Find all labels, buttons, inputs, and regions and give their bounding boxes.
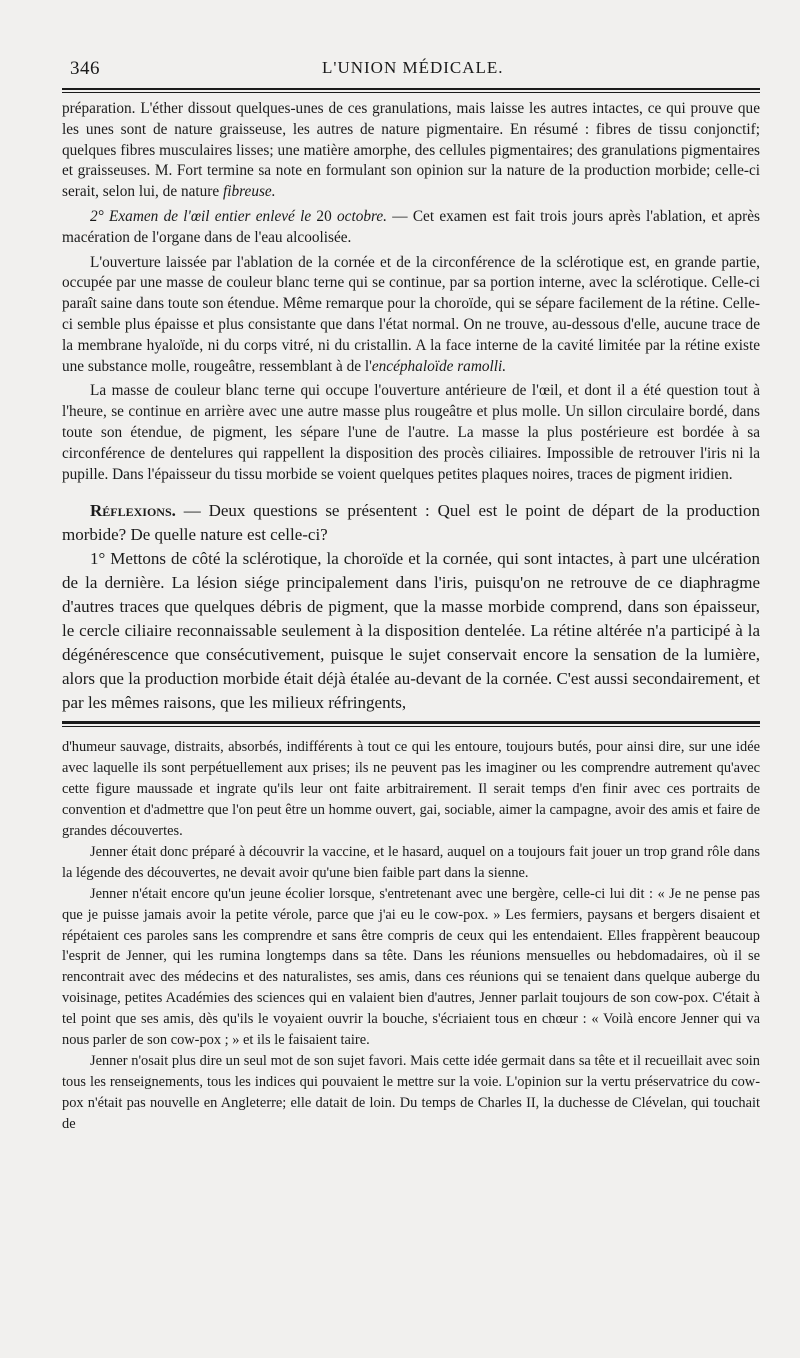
observation-paragraph-1: préparation. L'éther dissout quelques-unes de ces granulations, mais laisse les autres intactes, ce qui prouve que les unes sont de nature graisseuse, les autres de nature pigmentaire. En résumé : fibres de tissu conjonctif; quelques fibres musculaires lisses; une matière amorphe, des cellules pigmentaires; des granulations pigmentaires et graisseuses. M. Fort termine sa note en formulant son opinion sur la nature de la production morbide; celle-ci serait, selon lui, de nature fibreuse.: [62, 100, 760, 201]
header-rule: [62, 88, 760, 93]
observation-paragraph-3: L'ouverture laissée par l'ablation de la cornée et de la circonférence de la sclérotique est, en grande partie, occupée par une masse de couleur blanc terne qui se continue, par sa portion interne, avec la sclérotique. Celle-ci paraît saine dans toute son étendue. Même remarque pour la choroïde, qui se sépare facilement de la rétine. Celle-ci semble plus épaisse et plus consistante que dans l'état normal. On ne trouve, au-dessous d'elle, aucune trace de la membrane hyaloïde, ni du corps vitré, ni du cristallin. A la face interne de la cavité limitée par la rétine existe une substance molle, rougeâtre, ressemblant à de l'encéphaloïde ramolli.: [62, 253, 760, 375]
page-header: [62, 54, 760, 88]
reflexions-paragraph-2: 1° Mettons de côté la sclérotique, la choroïde et la cornée, qui sont intactes, à part une ulcération de la dernière. La lésion siége principalement dans l'iris, puisqu'on ne retrouve de ce diaphragme d'autres traces que quelques débris de pigment, que la masse morbide comprend, dans son épaisseur, le cercle ciliaire reconnaissable seulement à la disposition dentelée. La rétine altérée n'a participé à la dégénérescence que consécutivement, puisque le sujet conservait encore la sensation de la lumière, alors que la production morbide était déjà étalée au-devant de la cornée. C'est aussi secondairement, et par les mêmes raisons, que les milieux réfringents,: [62, 549, 760, 713]
observation-paragraph-2: 2° Examen de l'œil entier enlevé le 20 octobre. — Cet examen est fait trois jours après l'ablation, et après macération de l'organe dans de l'eau alcoolisée.: [62, 207, 760, 246]
observation-section: [62, 99, 760, 485]
reflexions-section: [62, 499, 760, 715]
observation-paragraph-4: La masse de couleur blanc terne qui occupe l'ouverture antérieure de l'œil, et dont il a été question tout à l'heure, se continue en arrière avec une autre masse plus rougeâtre et plus molle. Un sillon circulaire bordé, dans toute son étendue, de pigment, les sépare l'une de l'autre. La masse la plus postérieure est bordée à sa circonférence de dentelures qui rappellent la disposition des procès ciliaires. Impossible de retrouver l'iris ni la pupille. Dans l'épaisseur du tissu morbide se voient quelques petites plaques noires, traces de pigment iridien.: [62, 382, 760, 483]
running-title: L'UNION MÉDICALE.: [322, 58, 504, 77]
feuilleton-divider: [62, 721, 760, 727]
feuilleton-section: [62, 737, 760, 1134]
feuilleton-paragraph-1: d'humeur sauvage, distraits, absorbés, indifférents à tout ce qui les entoure, toujours butés, pour ainsi dire, sur une idée avec laquelle ils sont perpétuellement aux prises; ils ne peuvent pas les imaginer ou les comprendre autrement qu'avec cette figure maussade et ingrate qu'ils leur ont faite arbitrairement. Il serait temps d'en finir avec ces portraits de convention et d'admettre que l'on peut être un homme ouvert, gai, sociable, aimer la campagne, avoir des amis et faire de grandes découvertes.: [62, 739, 760, 839]
page-content: [62, 54, 760, 1135]
reflexions-heading: Réflexions.: [90, 501, 176, 521]
feuilleton-paragraph-3: Jenner n'était encore qu'un jeune écolier lorsque, s'entretenant avec une bergère, celle-ci lui dit : « Je ne pense pas que je puisse jamais avoir la petite vérole, parce que j'ai eu le cow-pox. » Les fermiers, paysans et bergers disaient et répétaient ces paroles sans les comprendre et sans être compris de ceux qui les entendaient. Elles frappèrent beaucoup l'esprit de Jenner, qui les rumina longtemps dans sa tête. Dans les réunions mensuelles ou hebdomadaires, où il se rencontrait avec des médecins et des naturalistes, ses amis, dans ces réunions qui se tenaient dans quelque auberge du voisinage, petites Académies des sciences qui en valaient bien d'autres, Jenner parlait toujours de son cow-pox. C'était à tel point que ses amis, dès qu'ils le voyaient ouvrir la bouche, s'écriaient tous en chœur : « Voilà encore Jenner qui va nous parler de son cow-pox ; » et ils le faisaient taire.: [62, 885, 760, 1049]
feuilleton-paragraph-4: Jenner n'osait plus dire un seul mot de son sujet favori. Mais cette idée germait dans sa tête et il recueillait avec soin tous les renseignements, tous les indices qui pouvaient le mettre sur la voie. L'opinion sur la vertu préservatrice du cow-pox n'était pas nouvelle en Angleterre; elle datait de loin. Du temps de Charles II, la duchesse de Clévelan, qui touchait de: [62, 1052, 760, 1132]
reflexions-paragraph-1: Réflexions. — Deux questions se présentent : Quel est le point de départ de la production morbide? De quelle nature est celle-ci?: [62, 501, 760, 545]
page-number: 346: [70, 58, 100, 79]
feuilleton-paragraph-2: Jenner était donc préparé à découvrir la vaccine, et le hasard, auquel on a toujours fait jouer un trop grand rôle dans la légende des découvertes, ne devait avoir qu'une bien faible part dans la sienne.: [62, 843, 760, 881]
